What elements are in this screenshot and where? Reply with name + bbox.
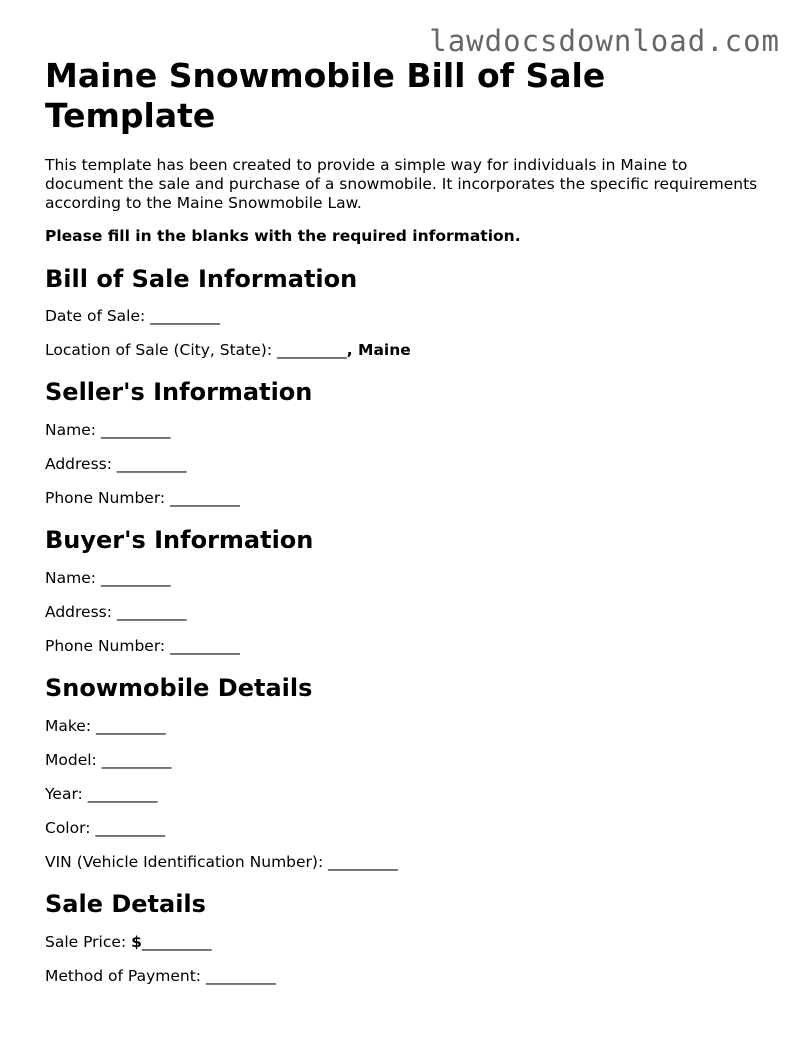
blank-line[interactable]: _________: [116, 455, 187, 473]
blank-line[interactable]: _________: [150, 307, 220, 325]
page-title: Maine Snowmobile Bill of Sale Template: [45, 56, 606, 135]
section-heading-seller: Seller's Information: [45, 378, 313, 406]
instruction-text: Please fill in the blanks with the required information.: [45, 227, 521, 245]
field-label: Address:: [45, 455, 112, 473]
section-heading-bill-of-sale: Bill of Sale Information: [45, 265, 358, 293]
blank-line[interactable]: _________: [141, 933, 212, 951]
field-buyer-name: [45, 569, 775, 588]
currency-symbol: $: [131, 933, 142, 951]
field-label: Phone Number:: [45, 489, 166, 507]
field-label: Model:: [45, 751, 97, 769]
blank-line[interactable]: _________: [276, 341, 347, 359]
field-vin: [45, 853, 775, 872]
blank-line[interactable]: _________: [87, 785, 158, 803]
state-suffix: , Maine: [346, 341, 411, 359]
field-label: Phone Number:: [45, 637, 166, 655]
blank-line[interactable]: _________: [116, 603, 187, 621]
field-label: Name:: [45, 569, 96, 587]
field-label: Make:: [45, 717, 92, 735]
field-label: Date of Sale:: [45, 307, 146, 325]
section-heading-snowmobile: Snowmobile Details: [45, 674, 313, 702]
field-label: VIN (Vehicle Identification Number):: [45, 853, 324, 871]
section-heading-sale: Sale Details: [45, 890, 206, 918]
blank-line[interactable]: _________: [100, 569, 171, 587]
field-seller-address: [45, 455, 775, 474]
field-label: Color:: [45, 819, 91, 837]
blank-line[interactable]: _________: [170, 489, 240, 507]
field-label: Address:: [45, 603, 112, 621]
field-make: [45, 717, 775, 736]
blank-line[interactable]: _________: [96, 717, 166, 735]
blank-line[interactable]: _________: [328, 853, 398, 871]
intro-paragraph: This template has been created to provide a simple way for individuals in Maine to document the sale and purchase of a snowmobile. It incorporates the specific requirements according to the Maine Snowmobile Law.: [45, 156, 758, 212]
field-payment-method: [45, 967, 775, 986]
field-seller-phone: [45, 489, 775, 508]
field-label: Year:: [45, 785, 83, 803]
field-date-of-sale: [45, 307, 775, 326]
blank-line[interactable]: _________: [205, 967, 276, 985]
section-heading-buyer: Buyer's Information: [45, 526, 314, 554]
field-label: Method of Payment:: [45, 967, 202, 985]
field-label: Name:: [45, 421, 96, 439]
blank-line[interactable]: _________: [170, 637, 240, 655]
field-buyer-phone: [45, 637, 775, 656]
field-color: [45, 819, 775, 838]
field-sale-price: [45, 933, 775, 952]
field-label: Sale Price:: [45, 933, 127, 951]
field-model: [45, 751, 775, 770]
blank-line[interactable]: _________: [95, 819, 166, 837]
field-location-of-sale: [45, 341, 775, 360]
field-label: Location of Sale (City, State):: [45, 341, 273, 359]
watermark-text: lawdocsdownload.com: [429, 24, 780, 58]
field-seller-name: [45, 421, 775, 440]
field-year: [45, 785, 775, 804]
blank-line[interactable]: _________: [100, 421, 171, 439]
document-page: [45, 56, 775, 986]
field-buyer-address: [45, 603, 775, 622]
blank-line[interactable]: _________: [101, 751, 172, 769]
